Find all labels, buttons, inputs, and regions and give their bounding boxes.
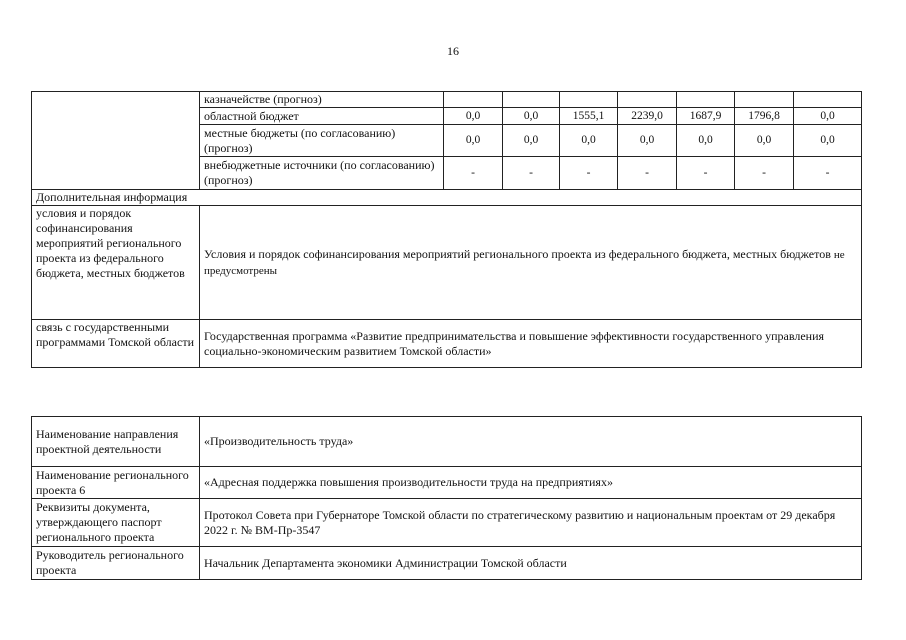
budget-value: 0,0 — [444, 108, 503, 125]
budget-value — [444, 92, 503, 108]
cofinancing-status: не предусмотрены — [204, 248, 845, 277]
table-row — [32, 206, 862, 320]
budget-value — [618, 92, 677, 108]
budget-value — [794, 92, 862, 108]
budget-value: 2239,0 — [618, 108, 677, 125]
budget-value: 0,0 — [503, 108, 560, 125]
budget-value: - — [735, 157, 794, 190]
budget-value: - — [503, 157, 560, 190]
budget-source-label: внебюджетные источники (по согласованию) (прогноз) — [200, 157, 444, 190]
budget-value: - — [677, 157, 735, 190]
budget-value: 0,0 — [735, 125, 794, 157]
budget-value: 1687,9 — [677, 108, 735, 125]
budget-value: - — [794, 157, 862, 190]
passport-label: Наименование направления проектной деятельности — [32, 417, 200, 467]
page-number: 16 — [447, 44, 459, 58]
state-programs-value: Государственная программа «Развитие предпринимательства и повышение эффективности государственного управления социально-экономическим развитием Томской области» — [200, 320, 862, 368]
passport-value: Начальник Департамента экономики Администрации Томской области — [200, 547, 862, 580]
passport-value: «Адресная поддержка повышения производительности труда на предприятиях» — [200, 467, 862, 499]
cofinancing-value — [200, 206, 862, 320]
budget-value: - — [560, 157, 618, 190]
budget-and-info-table — [31, 91, 862, 368]
state-programs-label: связь с государственными программами Томской области — [32, 320, 200, 368]
budget-value: - — [618, 157, 677, 190]
budget-value: 1796,8 — [735, 108, 794, 125]
cofinancing-text: Условия и порядок софинансирования мероприятий регионального проекта из федерального бюджета, местных бюджетов — [204, 246, 831, 261]
budget-value: 1555,1 — [560, 108, 618, 125]
passport-label: Реквизиты документа, утверждающего паспорт регионального проекта — [32, 499, 200, 547]
budget-source-label: местные бюджеты (по согласованию) (прогноз) — [200, 125, 444, 157]
budget-value: 0,0 — [794, 108, 862, 125]
budget-value — [503, 92, 560, 108]
table-row — [32, 467, 862, 499]
budget-value — [735, 92, 794, 108]
budget-source-label: областной бюджет — [200, 108, 444, 125]
table-row — [32, 92, 862, 108]
passport-label: Наименование регионального проекта 6 — [32, 467, 200, 499]
empty-cell — [32, 92, 200, 190]
table-row — [32, 499, 862, 547]
section-heading: Дополнительная информация — [32, 190, 862, 206]
table-row — [32, 190, 862, 206]
passport-label: Руководитель регионального проекта — [32, 547, 200, 580]
budget-value: 0,0 — [560, 125, 618, 157]
table-row — [32, 417, 862, 467]
passport-value: «Производительность труда» — [200, 417, 862, 467]
table-row — [32, 320, 862, 368]
budget-value: - — [444, 157, 503, 190]
budget-value — [677, 92, 735, 108]
budget-value: 0,0 — [794, 125, 862, 157]
budget-source-label: казначействе (прогноз) — [200, 92, 444, 108]
passport-value: Протокол Совета при Губернаторе Томской области по стратегическому развитию и национальным проектам от 29 декабря 2022 г. № ВМ-Пр-3547 — [200, 499, 862, 547]
project-passport-table — [31, 416, 862, 580]
budget-value: 0,0 — [503, 125, 560, 157]
budget-value: 0,0 — [677, 125, 735, 157]
budget-value: 0,0 — [444, 125, 503, 157]
budget-value: 0,0 — [618, 125, 677, 157]
cofinancing-label: условия и порядок софинансирования мероприятий регионального проекта из федерального бюджета, местных бюджетов — [32, 206, 200, 320]
budget-value — [560, 92, 618, 108]
table-row — [32, 547, 862, 580]
